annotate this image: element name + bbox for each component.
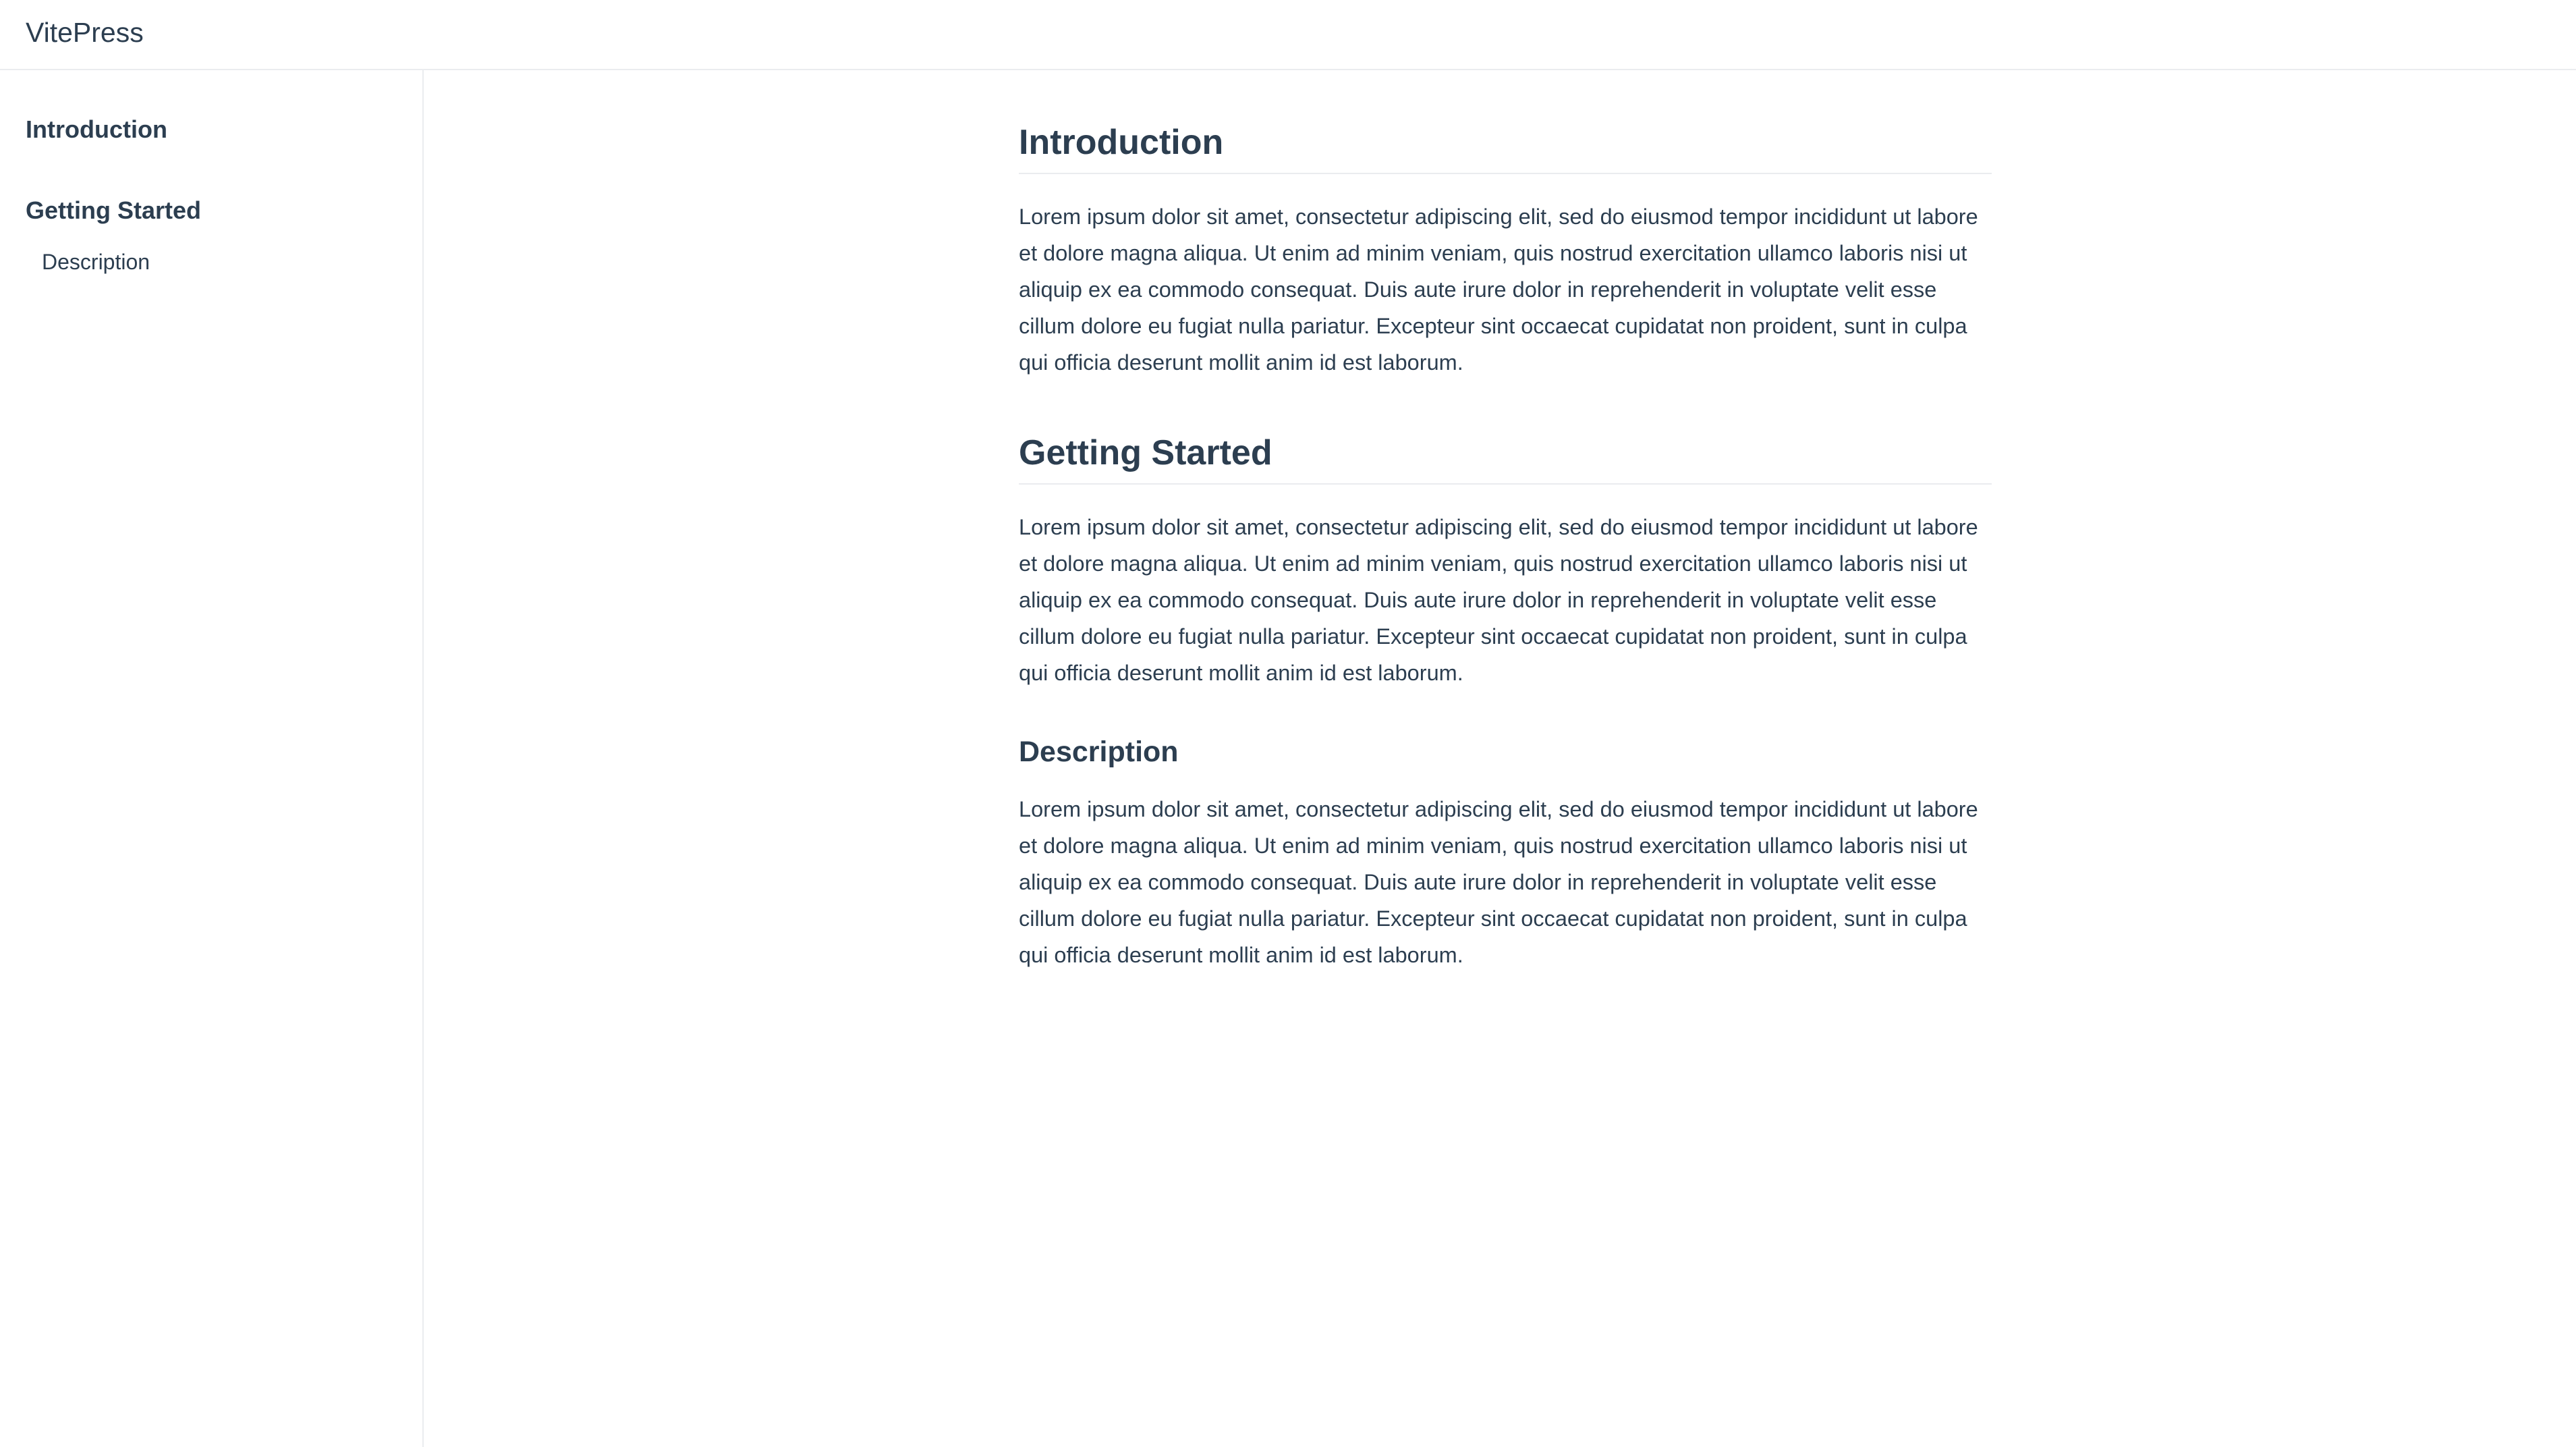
paragraph-introduction: Lorem ipsum dolor sit amet, consectetur adipiscing elit, sed do eiusmod tempor incididunt ut labore et dolore magna aliqua. Ut enim ad minim veniam, quis nostrud exercitation ullamco laboris nisi ut aliquip ex ea commodo consequat. Duis aute irure dolor in reprehenderit in voluptate velit esse cillum dolore eu fugiat nulla pariatur. Excepteur sint occaecat cupidatat non proident, sunt in culpa qui officia deserunt mollit anim id est laborum. [1019,204,1978,375]
heading-getting-started: Getting Started [1019,429,1992,485]
paragraph-getting-started: Lorem ipsum dolor sit amet, consectetur adipiscing elit, sed do eiusmod tempor incididunt ut labore et dolore magna aliqua. Ut enim ad minim veniam, quis nostrud exercitation ullamco laboris nisi ut aliquip ex ea commodo consequat. Duis aute irure dolor in reprehenderit in voluptate velit esse cillum dolore eu fugiat nulla pariatur. Excepteur sint occaecat cupidatat non proident, sunt in culpa qui officia deserunt mollit anim id est laborum. [1019,515,1978,685]
heading-introduction: Introduction [1019,119,1992,174]
heading-description: Description [1019,736,1179,768]
sidebar-item-getting-started[interactable]: Getting Started [26,196,202,224]
sidebar-item-description[interactable]: Description [42,250,150,274]
navbar [0,0,2576,70]
sidebar-item-introduction[interactable]: Introduction [26,115,167,143]
sidebar [0,70,424,1447]
paragraph-description: Lorem ipsum dolor sit amet, consectetur adipiscing elit, sed do eiusmod tempor incididunt ut labore et dolore magna aliqua. Ut enim ad minim veniam, quis nostrud exercitation ullamco laboris nisi ut aliquip ex ea commodo consequat. Duis aute irure dolor in reprehenderit in voluptate velit esse cillum dolore eu fugiat nulla pariatur. Excepteur sint occaecat cupidatat non proident, sunt in culpa qui officia deserunt mollit anim id est laborum. [1019,797,1978,967]
site-title-link[interactable]: VitePress [26,17,144,48]
